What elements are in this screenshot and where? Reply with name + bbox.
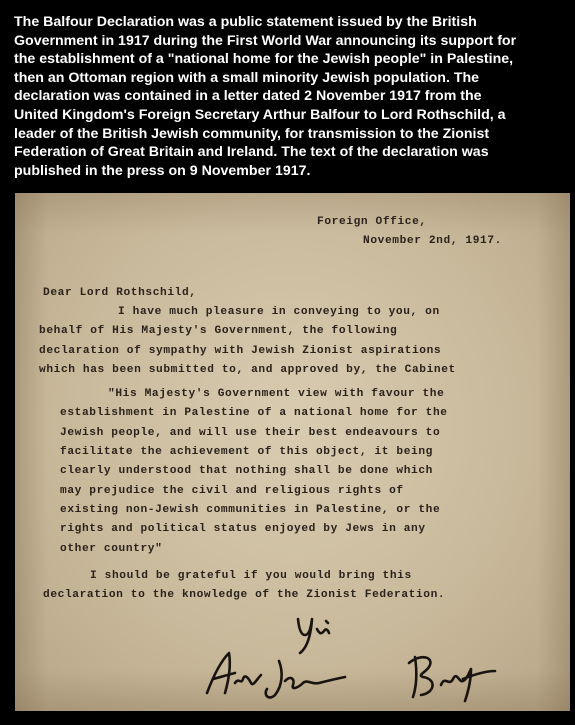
- letter-line: declaration to the knowledge of the Zionist Federation.: [43, 589, 446, 601]
- letter-quote-line: may prejudice the civil and religious rights of: [60, 485, 404, 497]
- letter-line: behalf of His Majesty's Government, the following: [39, 325, 398, 337]
- letter-line: I have much pleasure in conveying to you, on: [118, 306, 440, 318]
- letter-quote-line: establishment in Palestine of a national home for the: [60, 407, 448, 419]
- caption-line: Government in 1917 during the First World War announcing its support for: [14, 32, 517, 49]
- letter-quote-line: clearly understood that nothing shall be done which: [60, 465, 433, 477]
- letter-salutation: Dear Lord Rothschild,: [43, 287, 197, 299]
- caption-line: the establishment of a "national home for the Jewish people" in Palestine,: [14, 51, 514, 68]
- letter-quote-line: other country": [60, 543, 163, 555]
- letter-quote-line: rights and political status enjoyed by Jews in any: [60, 523, 426, 535]
- caption-line: declaration was contained in a letter dated 2 November 1917 from the: [14, 88, 482, 105]
- letter-line: declaration of sympathy with Jewish Zionist aspirations: [39, 345, 442, 357]
- letter-quote-line: facilitate the achievement of this object, it being: [60, 446, 433, 458]
- letter-date: November 2nd, 1917.: [363, 235, 502, 247]
- caption-text: [14, 13, 562, 180]
- caption-line: Federation of Great Britain and Ireland. The text of the declaration was: [14, 144, 489, 161]
- letter-quote-line: existing non-Jewish communities in Palestine, or the: [60, 504, 441, 516]
- caption-line: leader of the British Jewish community, for transmission to the Zionist: [14, 125, 490, 142]
- handwritten-signature: [195, 613, 515, 703]
- caption-line: United Kingdom's Foreign Secretary Arthur Balfour to Lord Rothschild, a: [14, 106, 506, 123]
- letter-image: [15, 193, 570, 711]
- letterhead-office: Foreign Office,: [317, 216, 427, 228]
- letter-line: which has been submitted to, and approved by, the Cabinet: [39, 364, 456, 376]
- caption-line: The Balfour Declaration was a public statement issued by the British: [14, 14, 477, 30]
- letter-quote-line: "His Majesty's Government view with favour the: [108, 388, 445, 400]
- letter-quote-line: Jewish people, and will use their best endeavours to: [60, 427, 441, 439]
- letter-line: I should be grateful if you would bring this: [90, 570, 412, 582]
- caption-line: then an Ottoman region with a small minority Jewish population. The: [14, 69, 480, 86]
- caption-line: published in the press on 9 November 1917.: [14, 162, 311, 179]
